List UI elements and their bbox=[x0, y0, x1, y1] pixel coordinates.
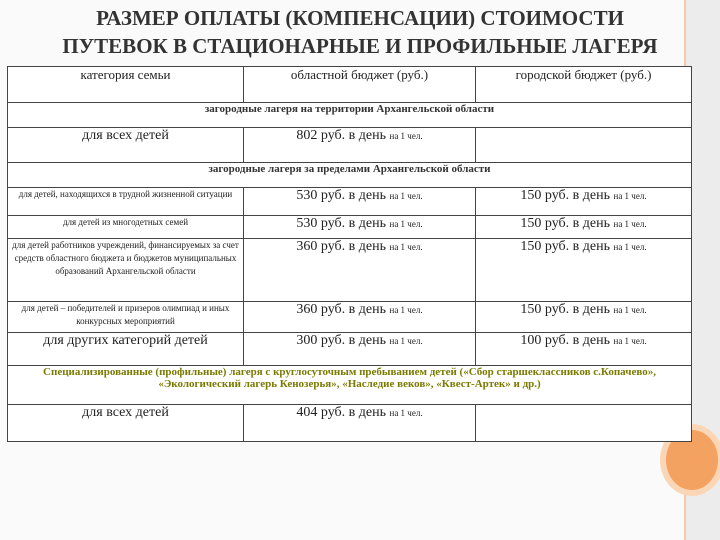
title-line-2: ПУТЕВОК В СТАЦИОНАРНЫЕ И ПРОФИЛЬНЫЕ ЛАГЕРЯ bbox=[62, 34, 658, 58]
section-header bbox=[8, 366, 692, 405]
row-city-price: 150 руб. в день на 1 чел. bbox=[476, 302, 692, 333]
row-city-price: 150 руб. в день на 1 чел. bbox=[476, 188, 692, 216]
section-header bbox=[8, 103, 692, 128]
row-category: для всех детей bbox=[8, 405, 244, 442]
row-category: для детей, находящихся в трудной жизненной ситуации bbox=[8, 188, 244, 216]
row-city-price bbox=[476, 405, 692, 442]
table-row bbox=[8, 216, 692, 239]
row-category: для детей – победителей и призеров олимпиад и иных конкурсных мероприятий bbox=[8, 302, 244, 333]
section-title: загородные лагеря за пределами Архангельской области bbox=[8, 163, 692, 188]
row-category: для всех детей bbox=[8, 128, 244, 163]
title-line-1: РАЗМЕР ОПЛАТЫ (КОМПЕНСАЦИИ) СТОИМОСТИ bbox=[96, 6, 624, 30]
table-row bbox=[8, 302, 692, 333]
header-city: городской бюджет (руб.) bbox=[476, 67, 692, 103]
row-regional-price: 802 руб. в день на 1 чел. bbox=[244, 128, 476, 163]
row-regional-price: 360 руб. в день на 1 чел. bbox=[244, 239, 476, 302]
compensation-table bbox=[7, 66, 692, 442]
row-category: для детей работников учреждений, финансируемых за счет средств областного бюджета и бюджетов муниципальных образований Архангельской области bbox=[8, 239, 244, 302]
section-header bbox=[8, 163, 692, 188]
table-row bbox=[8, 239, 692, 302]
row-regional-price: 404 руб. в день на 1 чел. bbox=[244, 405, 476, 442]
row-regional-price: 360 руб. в день на 1 чел. bbox=[244, 302, 476, 333]
table-row bbox=[8, 333, 692, 366]
table-row bbox=[8, 128, 692, 163]
row-category: для детей из многодетных семей bbox=[8, 216, 244, 239]
slide-title bbox=[20, 4, 700, 60]
row-regional-price: 300 руб. в день на 1 чел. bbox=[244, 333, 476, 366]
row-regional-price: 530 руб. в день на 1 чел. bbox=[244, 216, 476, 239]
row-category: для других категорий детей bbox=[8, 333, 244, 366]
row-city-price bbox=[476, 128, 692, 163]
table-row bbox=[8, 188, 692, 216]
header-category: категория семьи bbox=[8, 67, 244, 103]
section-title: Специализированные (профильные) лагеря с круглосуточным пребыванием детей («Сбор старшеклассников с.Копачево», «Экологический лагерь Кенозерья», «Наследие веков», «Квест-Артек» и др.) bbox=[8, 366, 692, 405]
header-regional: областной бюджет (руб.) bbox=[244, 67, 476, 103]
table-row bbox=[8, 405, 692, 442]
row-city-price: 150 руб. в день на 1 чел. bbox=[476, 216, 692, 239]
table-header-row bbox=[8, 67, 692, 103]
row-city-price: 150 руб. в день на 1 чел. bbox=[476, 239, 692, 302]
row-city-price: 100 руб. в день на 1 чел. bbox=[476, 333, 692, 366]
row-regional-price: 530 руб. в день на 1 чел. bbox=[244, 188, 476, 216]
section-title: загородные лагеря на территории Архангельской области bbox=[8, 103, 692, 128]
